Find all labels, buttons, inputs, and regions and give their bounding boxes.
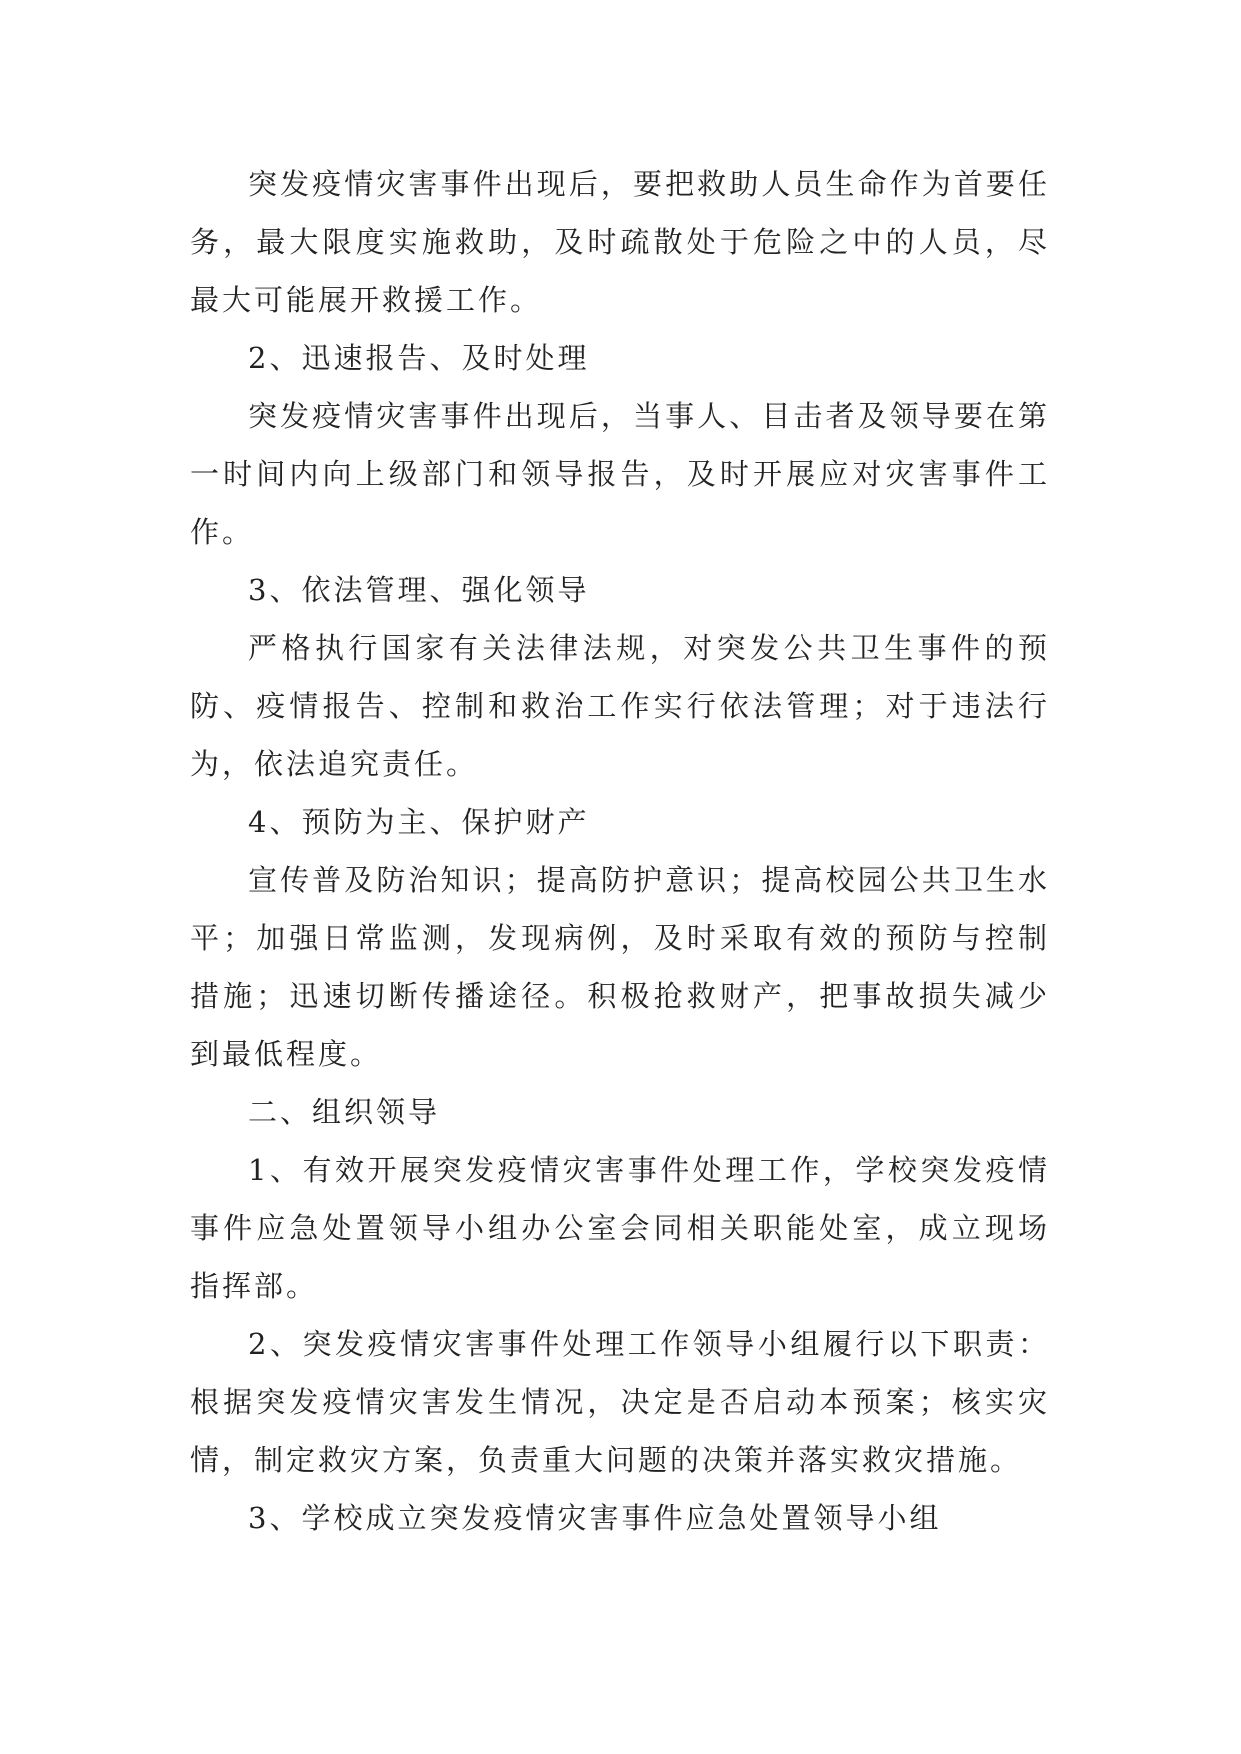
heading-prevention: 4、预防为主、保护财产 xyxy=(248,805,590,839)
heading-legal-management: 3、依法管理、强化领导 xyxy=(248,573,590,607)
heading-organization: 二、组织领导 xyxy=(248,1095,441,1129)
paragraph-report-handle: 突发疫情灾害事件出现后，当事人、目击者及领导要在第一时间内向上级部门和领导报告，及时开展应对灾害事件工作。 xyxy=(190,399,1050,549)
paragraph-org-item-1: 1、有效开展突发疫情灾害事件处理工作，学校突发疫情事件应急处置领导小组办公室会同相关职能处室，成立现场指挥部。 xyxy=(190,1153,1050,1303)
document-body xyxy=(190,155,1050,1547)
heading-report-handle: 2、迅速报告、及时处理 xyxy=(248,341,590,375)
paragraph-org-item-2: 2、突发疫情灾害事件处理工作领导小组履行以下职责：根据突发疫情灾害发生情况，决定是否启动本预案；核实灾情，制定救灾方案，负责重大问题的决策并落实救灾措施。 xyxy=(190,1327,1050,1477)
paragraph-prevention: 宣传普及防治知识；提高防护意识；提高校园公共卫生水平；加强日常监测，发现病例，及时采取有效的预防与控制措施；迅速切断传播途径。积极抢救财产，把事故损失减少到最低程度。 xyxy=(190,863,1050,1071)
heading-org-item-3: 3、学校成立突发疫情灾害事件应急处置领导小组 xyxy=(248,1501,942,1535)
paragraph-legal-management: 严格执行国家有关法律法规，对突发公共卫生事件的预防、疫情报告、控制和救治工作实行依法管理；对于违法行为，依法追究责任。 xyxy=(190,631,1050,781)
paragraph-rescue-priority: 突发疫情灾害事件出现后，要把救助人员生命作为首要任务，最大限度实施救助，及时疏散处于危险之中的人员，尽最大可能展开救援工作。 xyxy=(190,167,1050,317)
